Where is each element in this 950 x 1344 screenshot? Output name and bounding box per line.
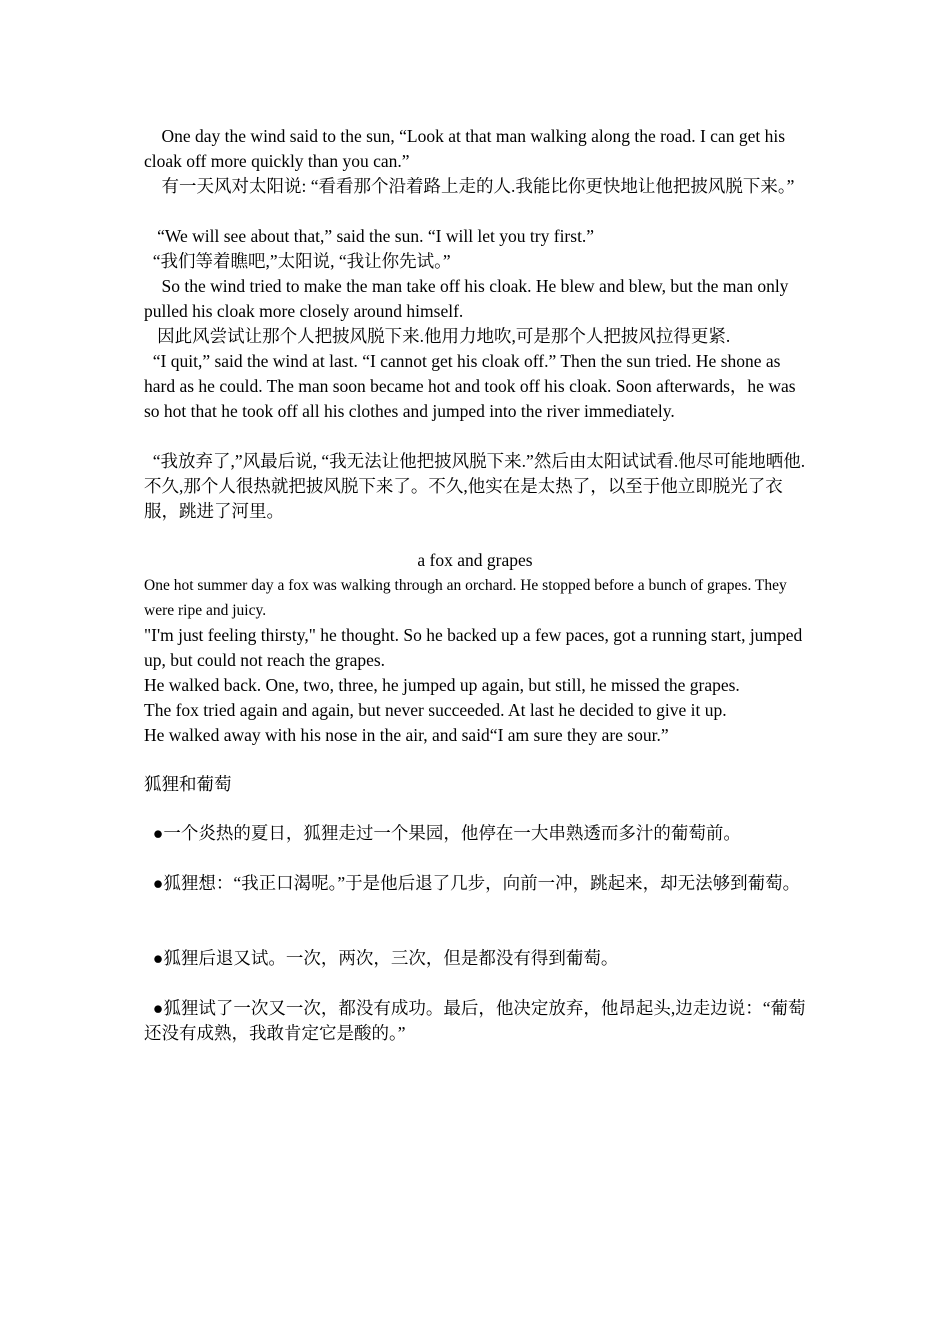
story2-paragraph-2: "I'm just feeling thirsty," he thought. So he backed up a few paces, got a running start, jumped up, but could not reach the grapes. xyxy=(144,625,803,670)
story1-paragraph-3-zh: 因此风尝试让那个人把披风脱下来.他用力地吹,可是那个人把披风拉得更紧. xyxy=(144,326,731,346)
story1-paragraph-2-zh: “我们等着瞧吧,”太阳说, “我让你先试。” xyxy=(144,251,451,271)
story1-paragraph-1-en: One day the wind said to the sun, “Look at that man walking along the road. I can get his cloak off more quickly than you can.” xyxy=(144,126,786,171)
story1-paragraph-1-zh: 有一天风对太阳说: “看看那个沿着路上走的人.我能比你更快地让他把披风脱下来。” xyxy=(144,176,795,196)
story1-paragraph-2-en: “We will see about that,” said the sun. “I will let you try first.” xyxy=(144,226,595,246)
story2-zh-bullet-3: ●狐狸后退又试。一次，两次，三次，但是都没有得到葡萄。 xyxy=(144,948,619,968)
story1-paragraph-4-en: “I quit,” said the wind at last. “I cannot get his cloak off.” Then the sun tried. He shone as hard as he could. The man soon became hot and took off his cloak. Soon afterwards，he was so hot that he took off all his clothes and jumped into the river immediately. xyxy=(144,351,796,421)
story2-zh-bullet-4: ●狐狸试了一次又一次，都没有成功。最后，他决定放弃，他昂起头,边走边说：“葡萄还没有成熟，我敢肯定它是酸的。” xyxy=(144,998,806,1043)
story1-paragraph-4-zh: “我放弃了,”风最后说, “我无法让他把披风脱下来.”然后由太阳试试看.他尽可能地晒他.不久,那个人很热就把披风脱下来了。不久,他实在是太热了，以至于他立即脱光了衣服，跳进了河里。 xyxy=(144,451,806,521)
story2-zh-bullet-1: ●一个炎热的夏日，狐狸走过一个果园，他停在一大串熟透而多汁的葡萄前。 xyxy=(144,823,741,843)
story2-title: a fox and grapes xyxy=(417,550,533,570)
story2-paragraph-4: The fox tried again and again, but never succeeded. At last he decided to give it up. xyxy=(144,700,727,720)
story2-paragraph-5: He walked away with his nose in the air, and said“I am sure they are sour.” xyxy=(144,725,669,745)
story2-paragraph-1: One hot summer day a fox was walking through an orchard. He stopped before a bunch of grapes. They were ripe and juicy. xyxy=(144,577,787,619)
story2-zh-bullet-2: ●狐狸想：“我正口渴呢。”于是他后退了几步，向前一冲，跳起来，却无法够到葡萄。 xyxy=(144,873,801,893)
story2-zh-title: 狐狸和葡萄 xyxy=(144,774,232,794)
story2-paragraph-3: He walked back. One, two, three, he jumped up again, but still, he missed the grapes. xyxy=(144,675,740,695)
story1-paragraph-3-en: So the wind tried to make the man take off his cloak. He blew and blew, but the man only pulled his cloak more closely around himself. xyxy=(144,276,789,321)
